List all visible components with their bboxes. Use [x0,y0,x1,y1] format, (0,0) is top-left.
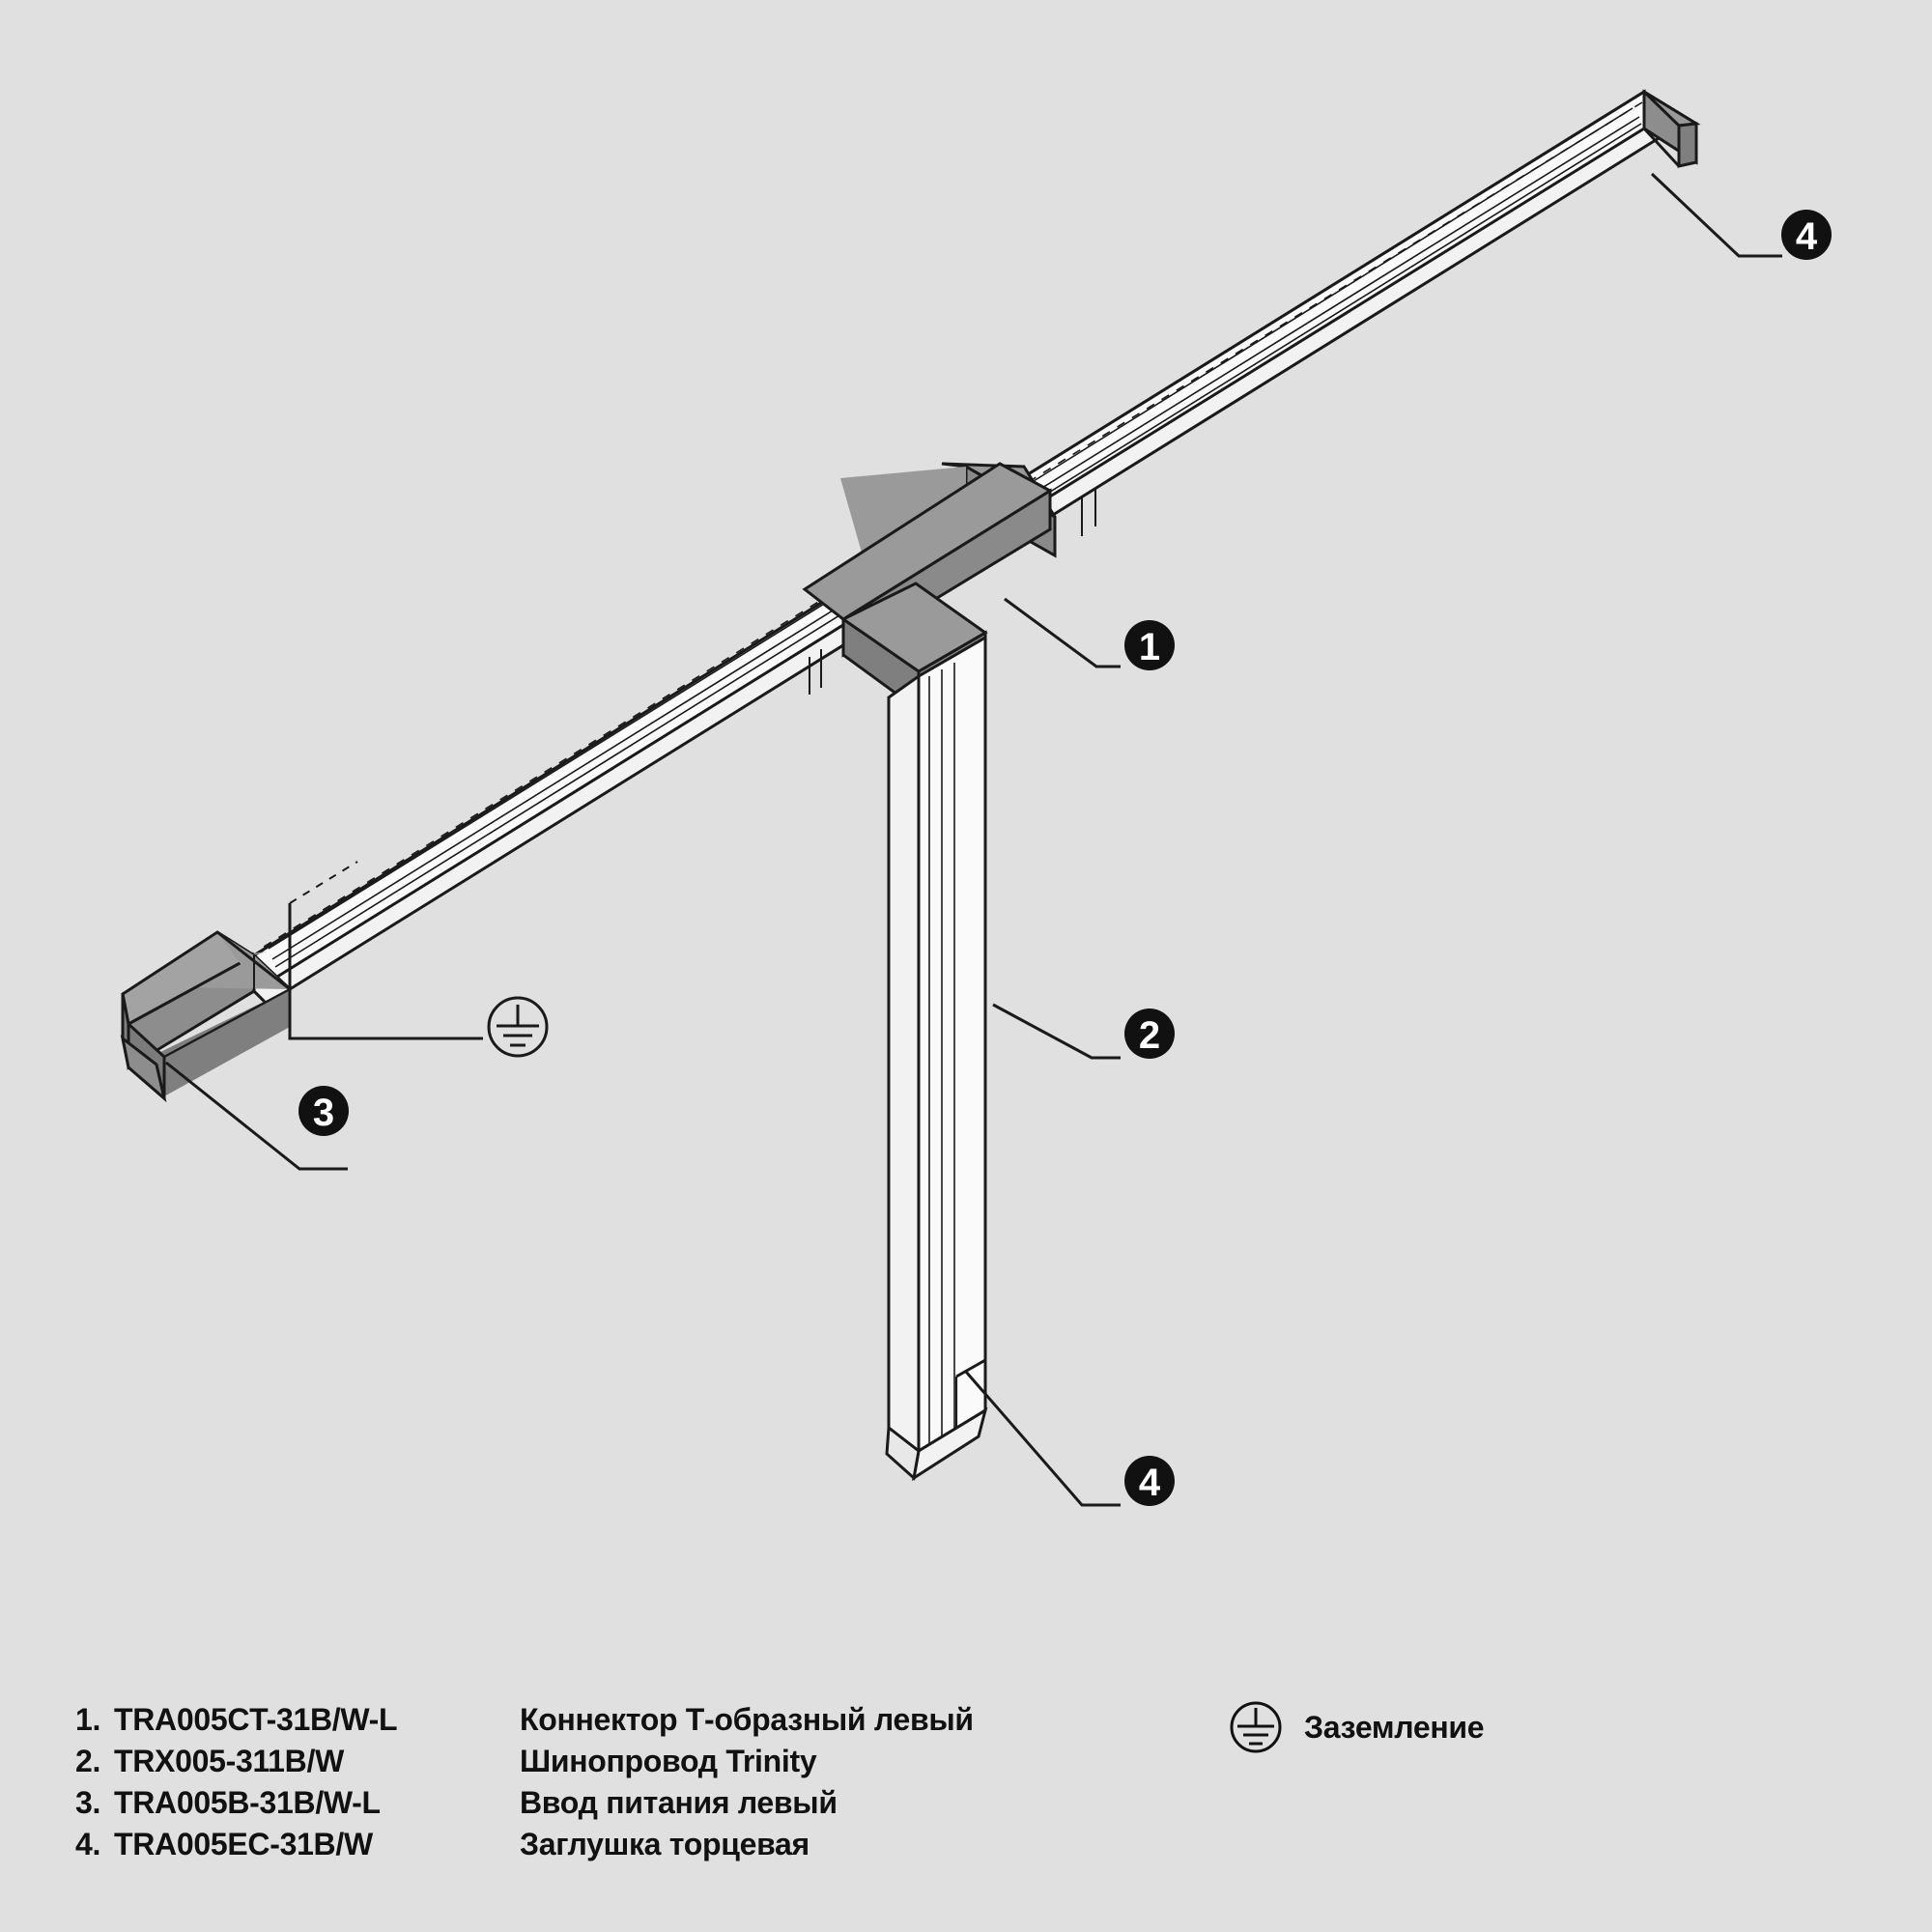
legend-code: TRA005B-31B/W-L [114,1785,381,1820]
legend-description: Ввод питания левый [520,1785,838,1820]
legend-description: Коннектор Т-образный левый [520,1702,974,1737]
legend-row [75,1744,1814,1785]
legend-index: 1. [75,1702,101,1737]
callout-1-label: 1 [1138,626,1161,668]
legend-row [75,1785,1814,1827]
legend-code: TRA005EC-31B/W [114,1827,373,1861]
power-feed-left [123,862,357,1098]
callout-3-label: 3 [312,1092,335,1134]
ground-legend-label: Заземление [1304,1709,1485,1745]
track-rail-vertical [887,638,985,1478]
legend-index: 2. [75,1744,101,1778]
legend-ground [1227,1698,1484,1756]
callout-1[interactable] [1124,620,1175,670]
callout-4-top[interactable] [1781,210,1832,260]
callout-4-bottom[interactable] [1124,1456,1175,1506]
legend-row [75,1702,1814,1744]
callout-4-bottom-label: 4 [1138,1462,1161,1504]
callout-2-label: 2 [1138,1014,1161,1057]
callout-4-top-label: 4 [1795,215,1818,258]
legend-index: 4. [75,1827,101,1861]
callout-2[interactable] [1124,1009,1175,1059]
ground-symbol [489,998,547,1056]
ground-icon [1227,1698,1285,1756]
legend-description: Шинопровод Trinity [520,1744,817,1778]
legend-index: 3. [75,1785,101,1820]
legend-code: TRX005-311B/W [114,1744,344,1778]
legend-row [75,1827,1814,1868]
legend-code: TRA005CT-31B/W-L [114,1702,398,1737]
callout-3[interactable] [298,1086,349,1136]
legend-description: Заглушка торцевая [520,1827,810,1861]
legend [75,1702,1814,1868]
